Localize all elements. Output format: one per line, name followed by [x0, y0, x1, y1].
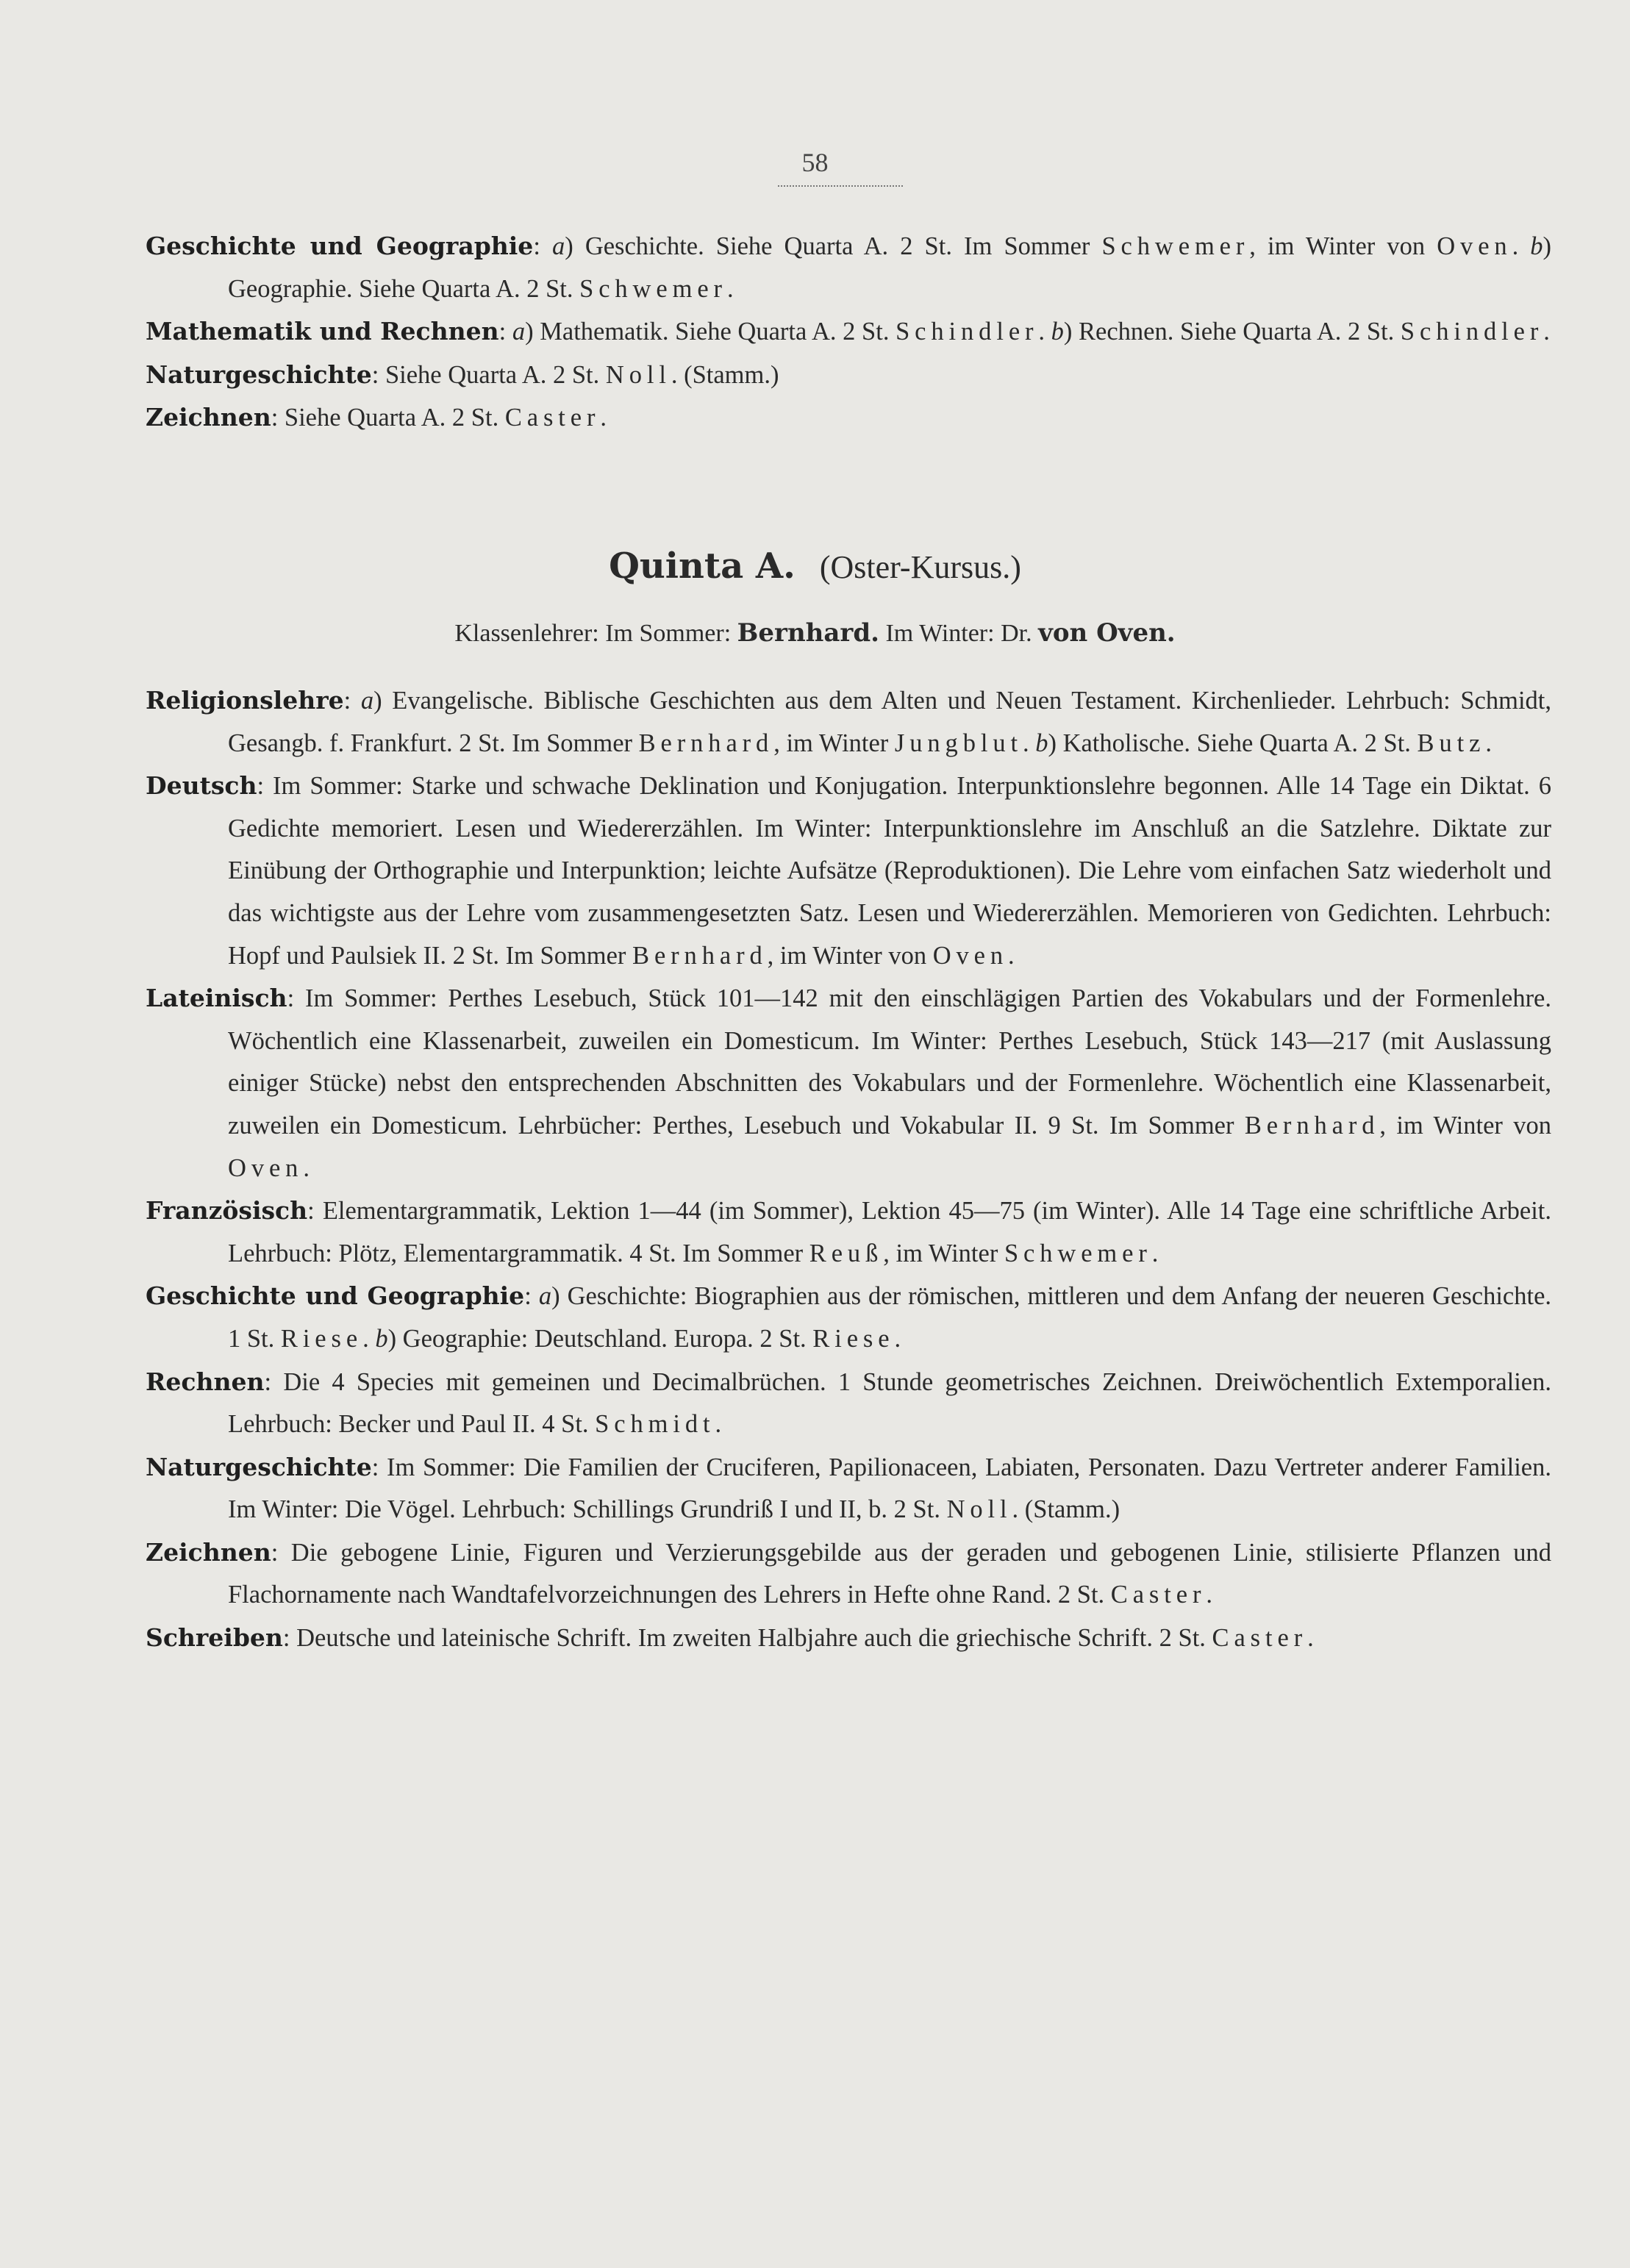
- class-teacher-line: Klassenlehrer: Im Sommer: Bernhard. Im Winter: Dr. von Oven.: [454, 618, 1176, 648]
- entry-heading: Naturgeschichte: [146, 359, 372, 389]
- teacher-name: Schmidt: [595, 1410, 715, 1439]
- teacher-name: Schwemer: [1004, 1239, 1152, 1267]
- teacher-summer: Bernhard.: [737, 618, 879, 648]
- teacher-name: Caster: [504, 404, 601, 432]
- teacher-name: Caster: [1110, 1581, 1207, 1609]
- teacher-name: Noll: [946, 1495, 1012, 1524]
- teacher-name: Schwemer: [579, 274, 727, 303]
- entry-geschichte-geographie: Geschichte und Geographie: a) Geschichte: Biographien aus der römischen, mittleren und dem Anfang der neueren Geschichte. 1 St. Riese. b) Geographie: Deutschland. Europa. 2 St. Riese.: [146, 1281, 1552, 1353]
- entry-heading: Geschichte und Geographie: [146, 1281, 525, 1311]
- entry-geschichte-geographie-quarta: Geschichte und Geographie: a) Geschichte. Siehe Quarta A. 2 St. Im Sommer Schwemer, im Winter von Oven. b) Geographie. Siehe Quarta A. 2 St. Schwemer.: [146, 232, 1552, 303]
- entry-heading: Naturgeschichte: [146, 1452, 372, 1481]
- entry-mathematik-rechnen-quarta: Mathematik und Rechnen: a) Mathematik. Siehe Quarta A. 2 St. Schindler. b) Rechnen. Siehe Quarta A. 2 St. Schindler.: [146, 317, 1550, 346]
- teacher-name: Caster: [1212, 1624, 1308, 1653]
- entry-heading: Französisch: [146, 1196, 308, 1226]
- entry-naturgeschichte: Naturgeschichte: Im Sommer: Die Familien der Cruciferen, Papilionaceen, Labiaten, Personaten. Dazu Vertreter anderer Familien. Im Winter: Die Vögel. Lehrbuch: Schillings Grundriß I und II, b. 2 St. Noll. (Stamm.): [146, 1452, 1551, 1524]
- teacher-name: Schwemer: [1101, 232, 1250, 260]
- entry-religionslehre: Religionslehre: a) Evangelische. Biblische Geschichten aus dem Alten und Neuen Testament. Kirchenlieder. Lehrbuch: Schmidt, Gesangb. f. Frankfurt. 2 St. Im Sommer Bernhard, im Winter Jungblut. b) Katholische. Siehe Quarta A. 2 St. Butz.: [146, 686, 1551, 757]
- teacher-name: Riese: [812, 1324, 895, 1353]
- page-number-ornament: [778, 185, 903, 187]
- entry-heading: Mathematik und Rechnen: [146, 317, 499, 346]
- teacher-name: Bernhard: [1244, 1111, 1380, 1140]
- section-title-sub: (Oster-Kursus.): [819, 549, 1021, 585]
- teacher-name: Butz: [1417, 729, 1486, 757]
- teacher-name: Bernhard: [632, 941, 768, 970]
- teacher-name: Oven: [228, 1153, 304, 1182]
- entry-lateinisch: Lateinisch: Im Sommer: Perthes Lesebuch, Stück 101—142 mit den einschlägigen Partien des Vokabulars und der Formenlehre. Wöchentlich eine Klassenarbeit, zuweilen ein Domesticum. Im Winter: Perthes Lesebuch, Stück 143—217 (mit Auslassung einiger Stücke) nebst den entsprechenden Abschnitten des Vokabulars und der Formenlehre. Wöchentlich eine Klassenarbeit, zuweilen ein Domesticum. Lehrbücher: Perthes, Lesebuch und Vokabular II. 9 St. Im Sommer Bernhard, im Winter von Oven.: [146, 984, 1551, 1182]
- entry-heading: Religionslehre: [146, 686, 344, 715]
- section-title: [0, 544, 1630, 590]
- teacher-name: Schindler: [1400, 318, 1544, 346]
- entry-heading: Zeichnen: [146, 403, 271, 432]
- teacher-name: Noll: [605, 360, 671, 389]
- entry-heading: Lateinisch: [146, 984, 287, 1013]
- section-title-main: Quinta A.: [609, 545, 796, 587]
- teacher-name: Schindler: [896, 318, 1039, 346]
- top-entries: [146, 225, 1551, 440]
- teacher-name: Reuß: [809, 1239, 884, 1267]
- entry-rechnen: Rechnen: Die 4 Species mit gemeinen und Decimalbrüchen. 1 Stunde geometrisches Zeichnen. Dreiwöchentlich Extemporalien. Lehrbuch: Becker und Paul II. 4 St. Schmidt.: [146, 1367, 1551, 1439]
- teacher-name: Riese: [280, 1324, 363, 1353]
- entry-franzoesisch: Französisch: Elementargrammatik, Lektion 1—44 (im Sommer), Lektion 45—75 (im Winter). Alle 14 Tage eine schriftliche Arbeit. Lehrbuch: Plötz, Elementargrammatik. 4 St. Im Sommer Reuß, im Winter Schwemer.: [146, 1196, 1551, 1267]
- teacher-winter: von Oven.: [1038, 618, 1176, 648]
- entry-heading: Zeichnen: [146, 1537, 271, 1567]
- entry-heading: Geschichte und Geographie: [146, 232, 534, 260]
- entry-heading: Schreiben: [146, 1623, 283, 1653]
- teacher-name: Jungblut: [894, 729, 1023, 757]
- page-number: 58: [801, 148, 829, 177]
- teacher-name: Bernhard: [638, 729, 774, 757]
- entry-zeichnen: Zeichnen: Die gebogene Linie, Figuren und Verzierungsgebilde aus der geraden und gebogenen Linie, stilisierte Pflanzen und Flachornamente nach Wandtafelvorzeichnungen des Lehrers in Hefte ohne Rand. 2 St. Caster.: [146, 1537, 1551, 1609]
- entry-zeichnen-quarta: Zeichnen: Siehe Quarta A. 2 St. Caster.: [146, 403, 607, 432]
- entry-deutsch: Deutsch: Im Sommer: Starke und schwache Deklination und Konjugation. Interpunktionslehre begonnen. Alle 14 Tage ein Diktat. 6 Gedichte memoriert. Lesen und Wiedererzählen. Im Winter: Interpunktionslehre im Anschluß an die Satzlehre. Diktate zur Einübung der Orthographie und Interpunktion; leichte Aufsätze (Reproduktionen). Die Lehre vom einfachen Satz wiederholt und das wichtigste aus der Lehre vom zusammengesetzten Satz. Lesen und Wiedererzählen. Memorieren von Gedichten. Lehrbuch: Hopf und Paulsiek II. 2 St. Im Sommer Bernhard, im Winter von Oven.: [146, 771, 1551, 970]
- teacher-name: Oven: [1437, 232, 1512, 260]
- quinta-entries: [146, 679, 1551, 1660]
- entry-heading: Deutsch: [146, 771, 257, 801]
- entry-heading: Rechnen: [146, 1367, 265, 1396]
- entry-naturgeschichte-quarta: Naturgeschichte: Siehe Quarta A. 2 St. Noll. (Stamm.): [146, 359, 779, 389]
- teacher-name: Oven: [932, 941, 1009, 970]
- entry-schreiben: Schreiben: Deutsche und lateinische Schrift. Im zweiten Halbjahre auch die griechische Schrift. 2 St. Caster.: [146, 1623, 1314, 1653]
